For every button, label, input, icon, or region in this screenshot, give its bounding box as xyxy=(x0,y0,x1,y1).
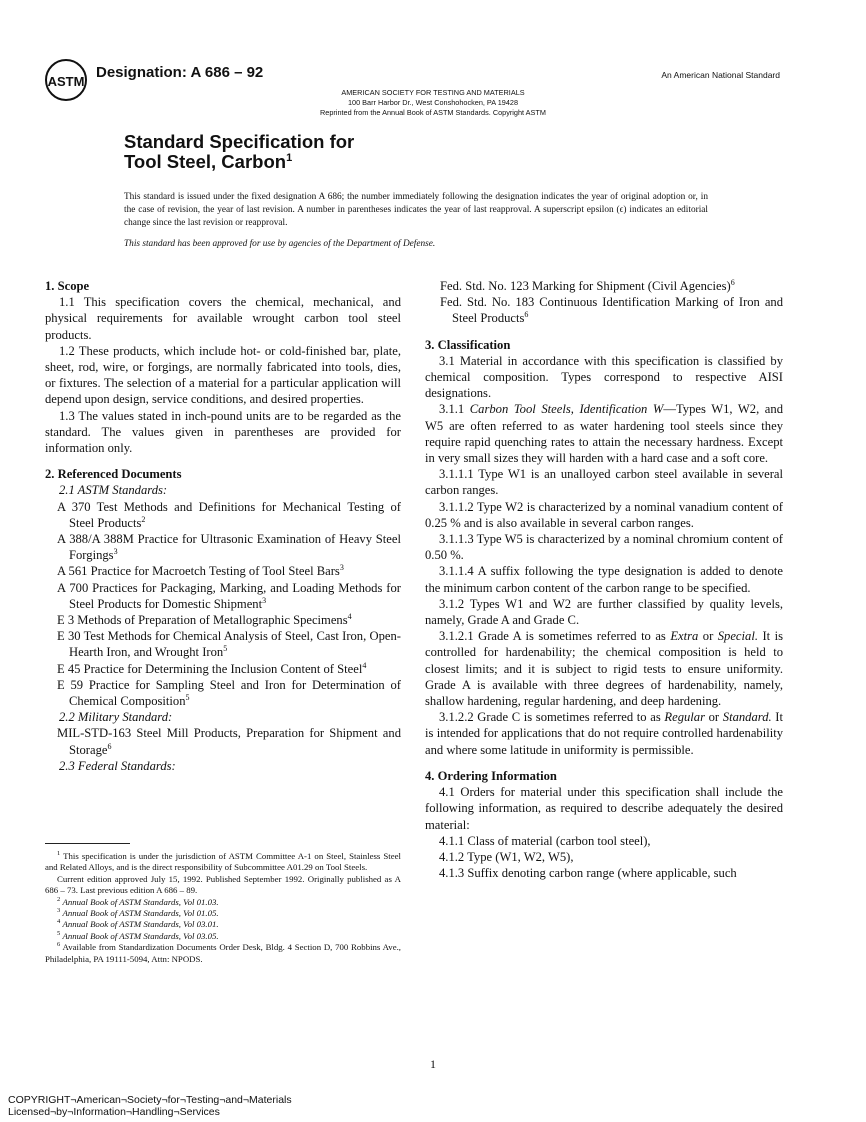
footnote: $^5$ Annual Book of ASTM Standards, Vol 03.05. xyxy=(57,929,219,941)
reference-item: A 700 Practices for Packaging, Marking, and Loading Methods for Steel Products for Domestic Shipment$^3$ xyxy=(57,580,401,611)
footnote-divider xyxy=(45,843,130,844)
logo-text: ASTM xyxy=(47,74,85,89)
section-heading-scope: 1. Scope xyxy=(45,279,90,293)
ordering-item: 4.1.2 Type (W1, W2, W5), xyxy=(439,849,574,864)
section-heading-ordering: 4. Ordering Information xyxy=(425,768,557,783)
astm-standards-label: 2.1 ASTM Standards: xyxy=(59,483,168,498)
reference-item: Fed. Std. No. 123 Marking for Shipment (Civil Agencies)$^6$ xyxy=(440,277,735,293)
copyright-notice xyxy=(8,1095,292,1118)
issuance-notice: This standard is issued under the fixed designation A 686; the number immediately following the designation indicates the year of original adoption or, in the case of revision, the year of last revision. A number in parentheses indicates the year of last reapproval. A superscript epsilon (ϵ) indicates an editorial change since the last revision or reapproval. xyxy=(124,192,708,228)
copyright-line-1: COPYRIGHT¬American¬Society¬for¬Testing¬and¬Materials xyxy=(8,1094,292,1106)
society-block xyxy=(0,88,866,119)
copyright-line-2: Licensed¬by¬Information¬Handling¬Services xyxy=(8,1105,220,1118)
footnote: $^2$ Annual Book of ASTM Standards, Vol 01.03. xyxy=(57,895,219,907)
left-column xyxy=(45,278,401,774)
reference-item: E 3 Methods of Preparation of Metallographic Specimens$^4$ xyxy=(57,611,352,628)
society-address: 100 Barr Harbor Dr., West Conshohocken, PA 19428 xyxy=(347,98,519,108)
reference-item: A 388/A 388M Practice for Ultrasonic Examination of Heavy Steel Forgings$^3$ xyxy=(57,532,401,563)
reference-item: E 45 Practice for Determining the Inclusion Content of Steel$^4$ xyxy=(57,660,367,676)
document-title xyxy=(124,132,354,172)
reference-item: E 59 Practice for Sampling Steel and Iron for Determination of Chemical Composition$^5$ xyxy=(57,677,401,709)
footnote: $^1$ This specification is under the jurisdiction of ASTM Committee A-1 on Steel, Stainless Steel and Related Alloys, and is the direct responsibility of Subcommittee A01.29 on Tool Steels. xyxy=(45,850,401,873)
para-3-1-1-3: 3.1.1.3 Type W5 is characterized by a nominal chromium content of 0.50 %. xyxy=(425,532,783,563)
footnote: $^4$ Annual Book of ASTM Standards, Vol 03.01. xyxy=(57,918,219,930)
reference-item: A 370 Test Methods and Definitions for Mechanical Testing of Steel Products$^2$ xyxy=(57,499,401,530)
para-3-1-1-4: 3.1.1.4 A suffix following the type designation is added to denote the minimum carbon content of the carbon range to be specified. xyxy=(425,564,783,595)
page-number: 1 xyxy=(430,1057,436,1071)
para-4-1: 4.1 Orders for material under this specification shall include the following information, as required to describe adequately the desired material: xyxy=(425,785,783,832)
para-1-2: 1.2 These products, which include hot- or cold-finished bar, plate, sheet, rod, wire, or forgings, are normally fabricated into tools, dies, or fixtures. The selection of a material for a particular application will depend upon design, service conditions, and desired properties. xyxy=(45,343,401,407)
reference-item: E 30 Test Methods for Chemical Analysis of Steel, Cast Iron, Open-Hearth Iron, and Wrought Iron$^5$ xyxy=(57,629,401,660)
para-3-1-2-1: 3.1.2.1 Grade A is sometimes referred to as Extra or Special. It is controlled for hardenability; the chemical composition is held to closest limits; and it is subject to rigid tests to ensure uniformity. Grade A is available with three degrees of hardenability, namely, shallow hardening, regular hardening, and deep hardening. xyxy=(425,629,784,709)
title-footnote-mark: 1 xyxy=(286,151,293,164)
reference-item: MIL-STD-163 Steel Mill Products, Preparation for Shipment and Storage$^6$ xyxy=(57,726,401,757)
military-standard-label: 2.2 Military Standard: xyxy=(59,710,173,725)
ordering-item: 4.1.3 Suffix denoting carbon range (where applicable, such xyxy=(439,866,737,881)
reference-item: Fed. Std. No. 183 Continuous Identification Marking of Iron and Steel Products$^6$ xyxy=(440,295,783,326)
right-column xyxy=(425,278,783,881)
society-name: AMERICAN SOCIETY FOR TESTING AND MATERIALS xyxy=(341,88,525,97)
para-3-1-1-1: 3.1.1.1 Type W1 is an unalloyed carbon steel available in several carbon ranges. xyxy=(425,467,783,498)
designation: Designation: A 686 – 92 xyxy=(96,64,264,81)
para-3-1-2-2: 3.1.2.2 Grade C is sometimes referred to as Regular or Standard. It is intended for applications that do not require controlled hardenability and where some latitude in uniformity is permissible. xyxy=(425,710,783,757)
dod-approval-note: This standard has been approved for use by agencies of the Department of Defense. xyxy=(124,239,436,249)
para-3-1-2: 3.1.2 Types W1 and W2 are further classified by quality levels, namely, Grade A and Grade C. xyxy=(425,596,783,628)
ordering-item-list xyxy=(425,833,783,882)
federal-standards-label: 2.3 Federal Standards: xyxy=(59,758,176,773)
para-3-1-1: 3.1.1 Carbon Tool Steels, Identification W—Types W1, W2, and W5 are often referred to as water hardening tool steels since they require rapid quenching rates to attain the necessary hardness. Except in very small sizes they will harden with a hard case and a soft core. xyxy=(425,402,783,466)
footnotes xyxy=(45,851,401,965)
astm-reference-list xyxy=(45,499,401,710)
para-3-1-1-2: 3.1.1.2 Type W2 is characterized by a nominal vanadium content of 0.25 % and is also available in several carbon ranges. xyxy=(425,499,783,530)
footnote: Current edition approved July 15, 1992. Published September 1992. Originally published as A 686 – 73. Last previous edition A 686 – 89. xyxy=(45,873,401,896)
reprint-note: Reprinted from the Annual Book of ASTM Standards. Copyright ASTM xyxy=(320,108,546,118)
footnote: $^6$ Available from Standardization Documents Order Desk, Bldg. 4 Section D, 700 Robbins Ave., Philadelphia, PA 19111-5094, Attn: NPODS. xyxy=(45,941,402,964)
section-heading-classification: 3. Classification xyxy=(425,337,511,352)
para-1-1: 1.1 This specification covers the chemical, mechanical, and physical requirements for available wrought carbon tool steel products. xyxy=(45,295,401,342)
title-line-1: Standard Specification for xyxy=(124,131,355,152)
national-standard-label: An American National Standard xyxy=(661,70,780,80)
section-heading-referenced: 2. Referenced Documents xyxy=(45,467,182,482)
military-reference-list xyxy=(45,725,401,757)
para-1-3: 1.3 The values stated in inch-pound units are to be regarded as the standard. The values given in parentheses are provided for information only. xyxy=(45,408,401,456)
para-3-1: 3.1 Material in accordance with this specification is classified by chemical composition. Types correspond to respective AISI designations. xyxy=(425,353,783,401)
ordering-item: 4.1.1 Class of material (carbon tool steel), xyxy=(439,833,651,848)
federal-reference-list xyxy=(425,278,783,327)
footnote: $^3$ Annual Book of ASTM Standards, Vol 01.05. xyxy=(57,907,219,919)
title-line-2: Tool Steel, Carbon xyxy=(124,151,287,172)
reference-item: A 561 Practice for Macroetch Testing of Tool Steel Bars$^3$ xyxy=(57,563,344,579)
